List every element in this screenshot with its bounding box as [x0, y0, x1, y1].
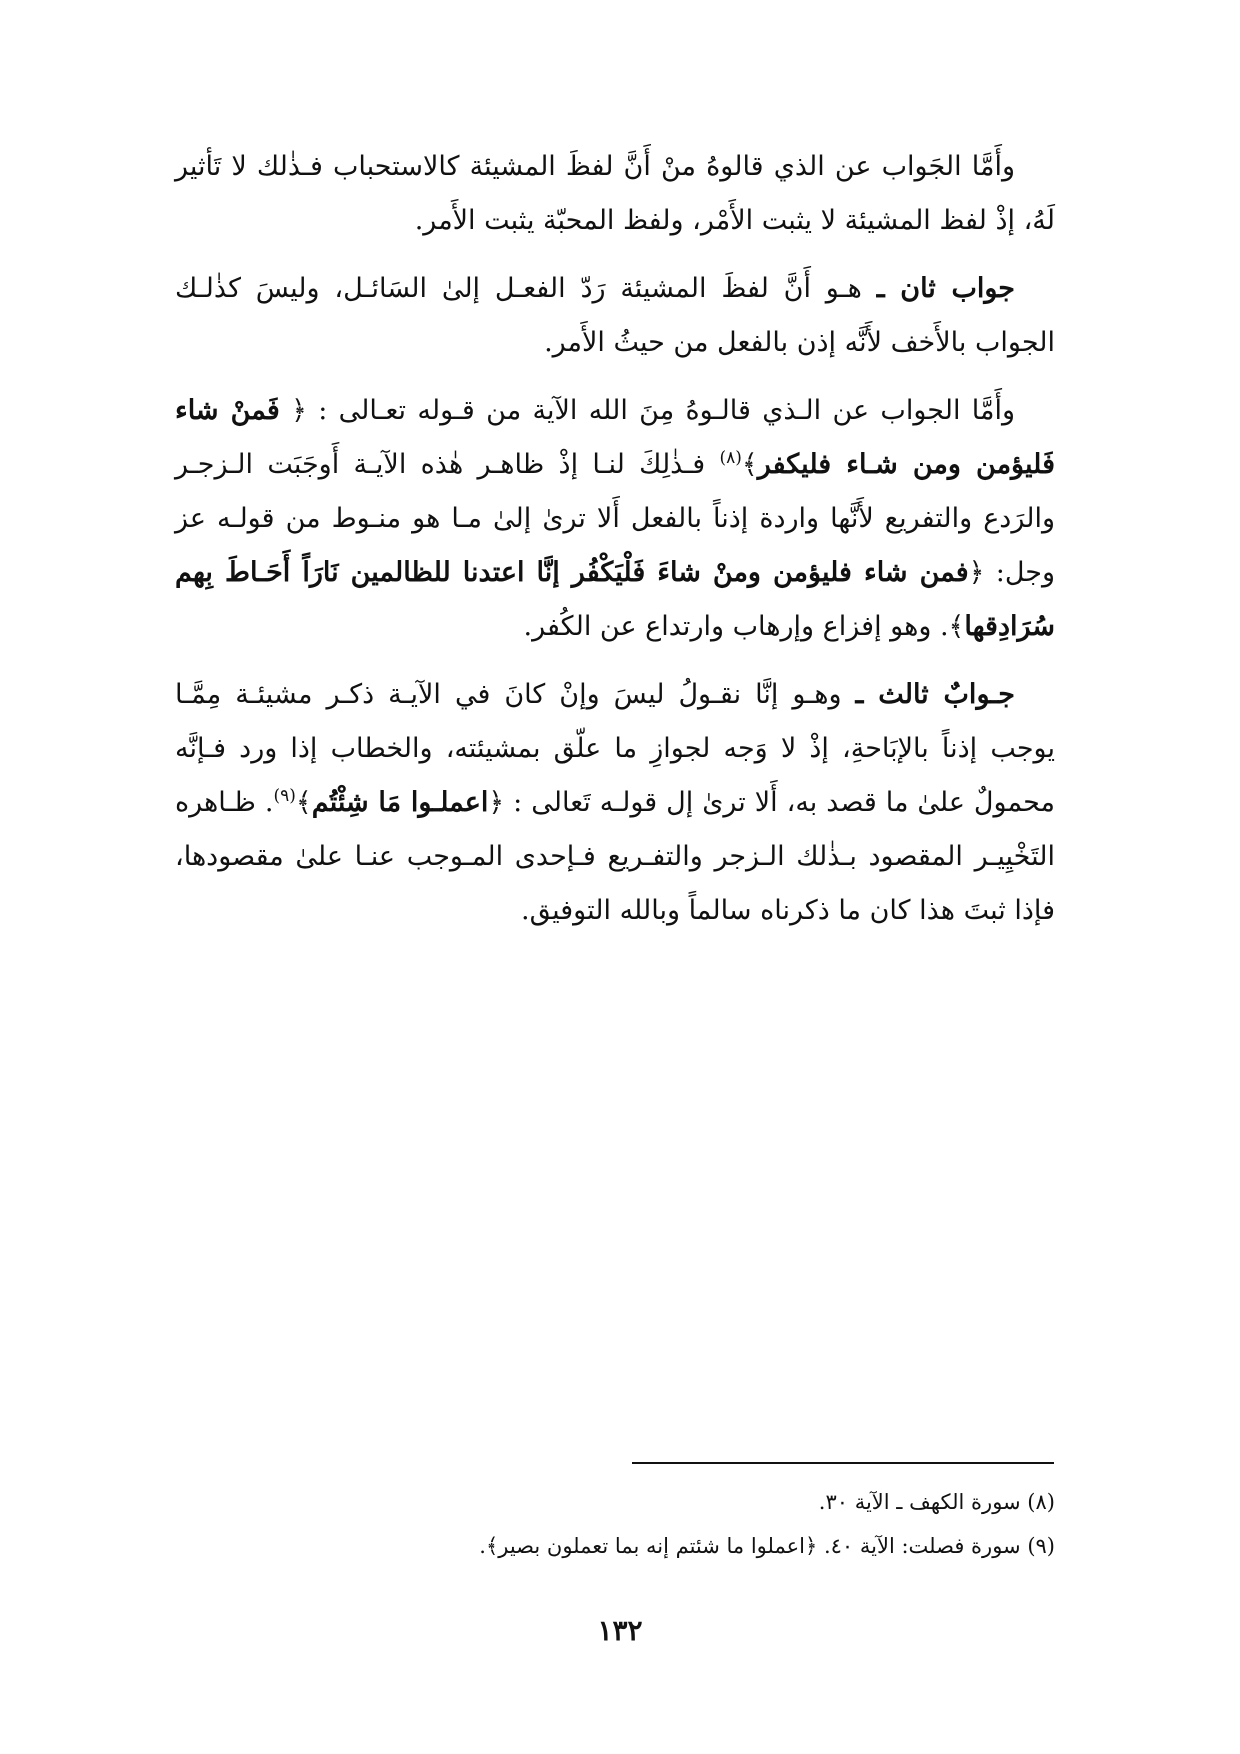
paragraph-4 — [175, 668, 1055, 938]
paragraph-3-text-c: ﴾. وهو إفزاع وإرهاب وارتداع عن الكُفر. — [523, 611, 965, 642]
quran-quote-1: فَمنْ شاء فَليؤمن ومن شـاء فليكفر — [175, 395, 1055, 480]
footnote-8: (٨) سورة الكهف ـ الآية ٣٠. — [818, 1490, 1055, 1514]
footnote-separator — [632, 1462, 1054, 1464]
quran-quote-2: فمن شاء فليؤمن ومنْ شاءَ فَلْيَكْفُر إنَّا اعتدنا للظالمين نَارَاً أَحَـاطَ بِهم سُرَادِقها — [175, 557, 1055, 642]
quran-quote-3: اعملـوا مَا شِئْتُم — [311, 787, 489, 818]
main-text — [175, 140, 1055, 952]
paragraph-1-text: وأَمَّا الجَواب عن الذي قالوهُ منْ أَنَّ لفظَ المشيئة كالاستحباب فـذٰلك لا تَأثير لَهُ، إذْ لفظ المشيئة لا يثبت الأَمْر، ولفظ المحبّة يثبت الأَمر. — [175, 151, 1055, 236]
quote-bracket-close: ﴾ — [741, 449, 758, 480]
paragraph-4-heading: جـوابٌ ثالث ـ — [855, 679, 1015, 710]
footnote-ref-8: (٨) — [719, 448, 742, 468]
paragraph-3 — [175, 384, 1055, 654]
footnotes — [175, 1480, 1055, 1568]
paragraph-2-heading: جواب ثان ـ — [876, 273, 1015, 304]
page-number: ١٣٢ — [597, 1614, 643, 1647]
paragraph-4-text-b: . ظـاهره التَخْيِيـر المقصود بـذٰلك الـزجر والتفـريع فـإحدى المـوجب عنـا علىٰ مقصودها، فإذا ثبتَ هذا كان ما ذكرناه سالماً وبالله التوفيق. — [175, 787, 1055, 926]
paragraph-2-text: هـو أَنَّ لفظَ المشيئة رَدّ الفعـل إلىٰ السَائـل، وليسَ كذٰلـك الجواب بالأَخف لأَنَّه إذن بالفعل من حيثُ الأَمر. — [175, 273, 1055, 358]
footnote-9: (٩) سورة فصلت: الآية ٤٠. ﴿اعملوا ما شئتم إنه بما تعملون بصير﴾. — [479, 1534, 1055, 1558]
paragraph-2 — [175, 262, 1055, 370]
quote-bracket-close-2: ﴾ — [295, 787, 312, 818]
paragraph-3-text-b: فـذٰلِكَ لنـا إذْ ظاهـر هٰذه الآيـة أَوجَبَت الـزجـر والرَدع والتفريع لأَنَّها واردة إذناً بالفعل أَلا ترىٰ إلىٰ مـا هو منـوط من قولـه عز وجل: ﴿ — [175, 449, 1055, 588]
paragraph-4-text-a: وهـو إنَّا نقـولُ ليسَ وإنْ كانَ في الآيـة ذكـر مشيئـة مِمَّـا يوجب إذناً بالإبَاحةِ، إذْ لا وَجه لجوازِ ما علّق بمشيئته، والخطاب إذا ورد فـإنَّه محمولٌ علىٰ ما قصد به، أَلا ترىٰ إل قولـه تَعالى : ﴿ — [175, 679, 1055, 818]
paragraph-3-text-a: وأَمَّا الجواب عن الـذي قالـوهُ مِنَ الله الآية من قـوله تعـالى : ﴿ — [279, 395, 1016, 426]
paragraph-1 — [175, 140, 1055, 248]
footnote-ref-9: (٩) — [273, 786, 296, 806]
